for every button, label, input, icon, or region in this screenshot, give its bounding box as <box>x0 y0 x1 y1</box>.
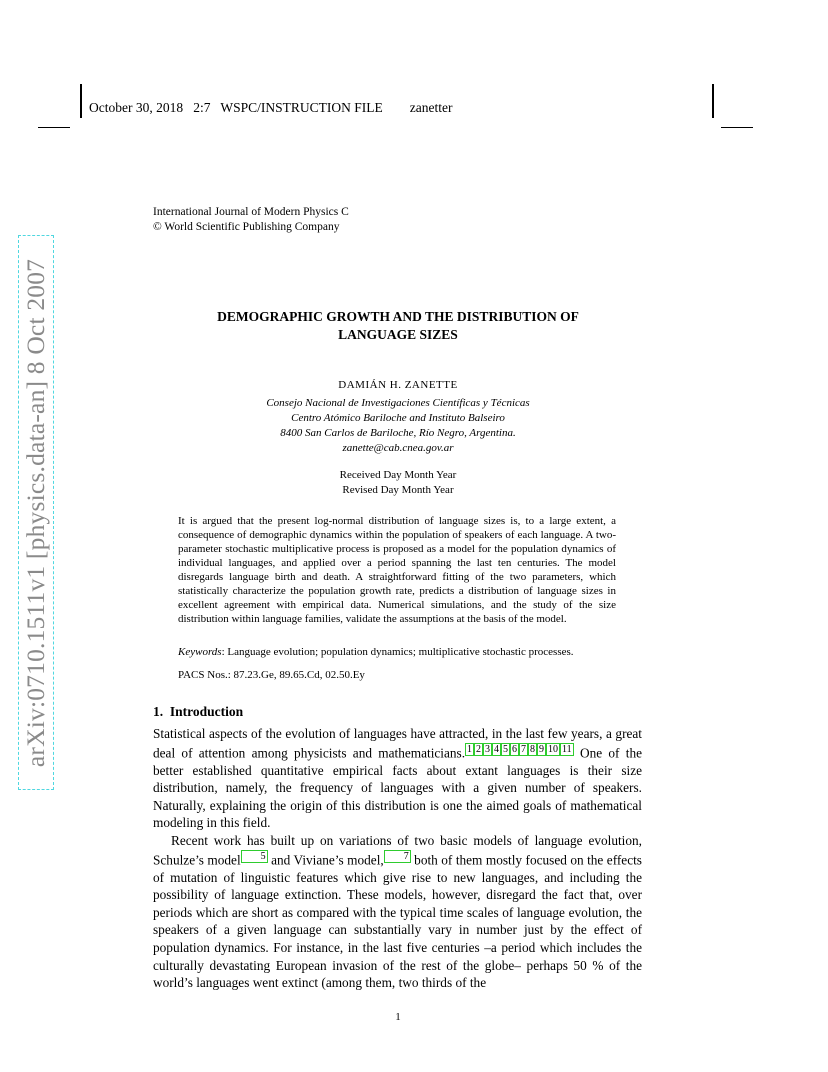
journal-publisher: © World Scientific Publishing Company <box>153 221 340 233</box>
pacs-numbers: PACS Nos.: 87.23.Ge, 89.65.Cd, 02.50.Ey <box>178 669 365 681</box>
citation-link[interactable]: 8 <box>530 743 536 755</box>
arxiv-stamp-text: arXiv:0710.1511v1 [physics.data-an] 8 Oct 2007 <box>21 258 50 767</box>
citation-link[interactable]: 10 <box>548 743 559 755</box>
arxiv-stamp-link[interactable] <box>18 235 54 790</box>
journal-name: International Journal of Modern Physics C <box>153 206 349 218</box>
paper-title <box>153 308 643 344</box>
received-date: Received Day Month Year <box>339 469 457 481</box>
affiliation-line: Consejo Nacional de Investigaciones Científicas y Técnicas <box>266 397 530 409</box>
citation-link[interactable]: 11 <box>562 743 572 755</box>
section-title: Introduction <box>169 704 244 719</box>
paragraph-text: Recent work has built up on variations of two basic models of language evolution, Schulze’s model <box>153 832 642 867</box>
revised-date: Revised Day Month Year <box>342 483 454 496</box>
paragraph-text: both of them mostly focused on the effects of mutation of linguistic features which give rise to new languages, and including the possibility of language extinction. These models, however, disregard the fact that, over periods which are short as compared with the typical time scales of language evolution, the speakers of a given language can substantially vary in number just by the effect of population dynamics. For instance, in the last five centuries –a period which includes the culturally devastating European invasion of the rest of the globe– perhaps 50 % of the world’s languages went extinct (among them, two thirds of the <box>153 852 642 991</box>
affiliation-line: Centro Atómico Bariloche and Instituto Balseiro <box>291 412 505 424</box>
paragraph-text: Statistical aspects of the evolution of languages have attracted, in the last few years, a great deal of attention among physicists and mathematicians. <box>153 726 642 761</box>
header-author: zanetter <box>409 100 453 115</box>
header-time: 2:7 <box>193 100 211 115</box>
author-email: zanette@cab.cnea.gov.ar <box>342 442 454 454</box>
citation-link[interactable]: 7 <box>384 850 411 863</box>
paragraph-text: and Viviane’s model, <box>267 852 384 867</box>
page-number: 1 <box>395 1011 401 1023</box>
title-line-2: LANGUAGE SIZES <box>338 327 458 342</box>
dates <box>153 468 643 497</box>
header-left-rule <box>80 84 82 118</box>
citation-link[interactable]: 2 <box>476 743 482 755</box>
keywords-label: Keywords <box>178 646 222 658</box>
keywords-text: : Language evolution; population dynamics; multiplicative stochastic processes. <box>221 646 574 658</box>
author-name: DAMIÁN H. ZANETTE <box>338 379 458 391</box>
journal-info <box>153 205 349 235</box>
section-number: 1. <box>153 704 164 719</box>
running-header <box>89 100 453 116</box>
paragraph <box>153 725 642 832</box>
paragraph-text: One of the better established quantitative empirical facts about extant languages is their size distribution, namely, the frequency of languages with a given number of speakers. Naturally, explaining the origin of this distribution is one the aimed goals of mathematical modeling in this field. <box>153 745 642 831</box>
abstract: It is argued that the present log-normal distribution of language sizes is, to a large extent, a consequence of demographic dynamics within the population of speakers of each language. A two-parameter stochastic multiplicative process is proposed as a model for the population dynamics of individual languages, and applied over a period spanning the last ten centuries. The model disregards language birth and death. A straightforward fitting of the two parameters, which statistically characterize the population growth rate, predicts a distribution of language sizes in excellent agreement with empirical data. Numerical simulations, and the study of the size distribution within language families, validate the assumptions at the basis of the model. <box>178 515 616 625</box>
citation-link[interactable]: 3 <box>485 743 491 755</box>
header-file-type: WSPC/INSTRUCTION FILE <box>220 100 383 115</box>
citation-link[interactable]: 4 <box>494 743 500 755</box>
citation-link[interactable]: 5 <box>503 743 509 755</box>
paragraph <box>153 832 642 992</box>
body-text <box>153 725 642 992</box>
citation-link[interactable]: 6 <box>512 743 518 755</box>
crop-mark-left <box>38 127 70 128</box>
affiliation <box>153 396 643 456</box>
keywords <box>178 646 574 658</box>
section-heading <box>153 704 243 720</box>
crop-mark-right <box>721 127 753 128</box>
citation-link[interactable]: 5 <box>241 850 268 863</box>
citation-link[interactable]: 1 <box>467 743 473 755</box>
citation-link[interactable]: 9 <box>539 743 545 755</box>
affiliation-line: 8400 San Carlos de Bariloche, Río Negro, Argentina. <box>280 427 516 439</box>
header-right-rule <box>712 84 714 118</box>
title-line-1: DEMOGRAPHIC GROWTH AND THE DISTRIBUTION OF <box>217 309 579 324</box>
header-date: October 30, 2018 <box>89 100 184 115</box>
citation-link[interactable]: 7 <box>521 743 527 755</box>
